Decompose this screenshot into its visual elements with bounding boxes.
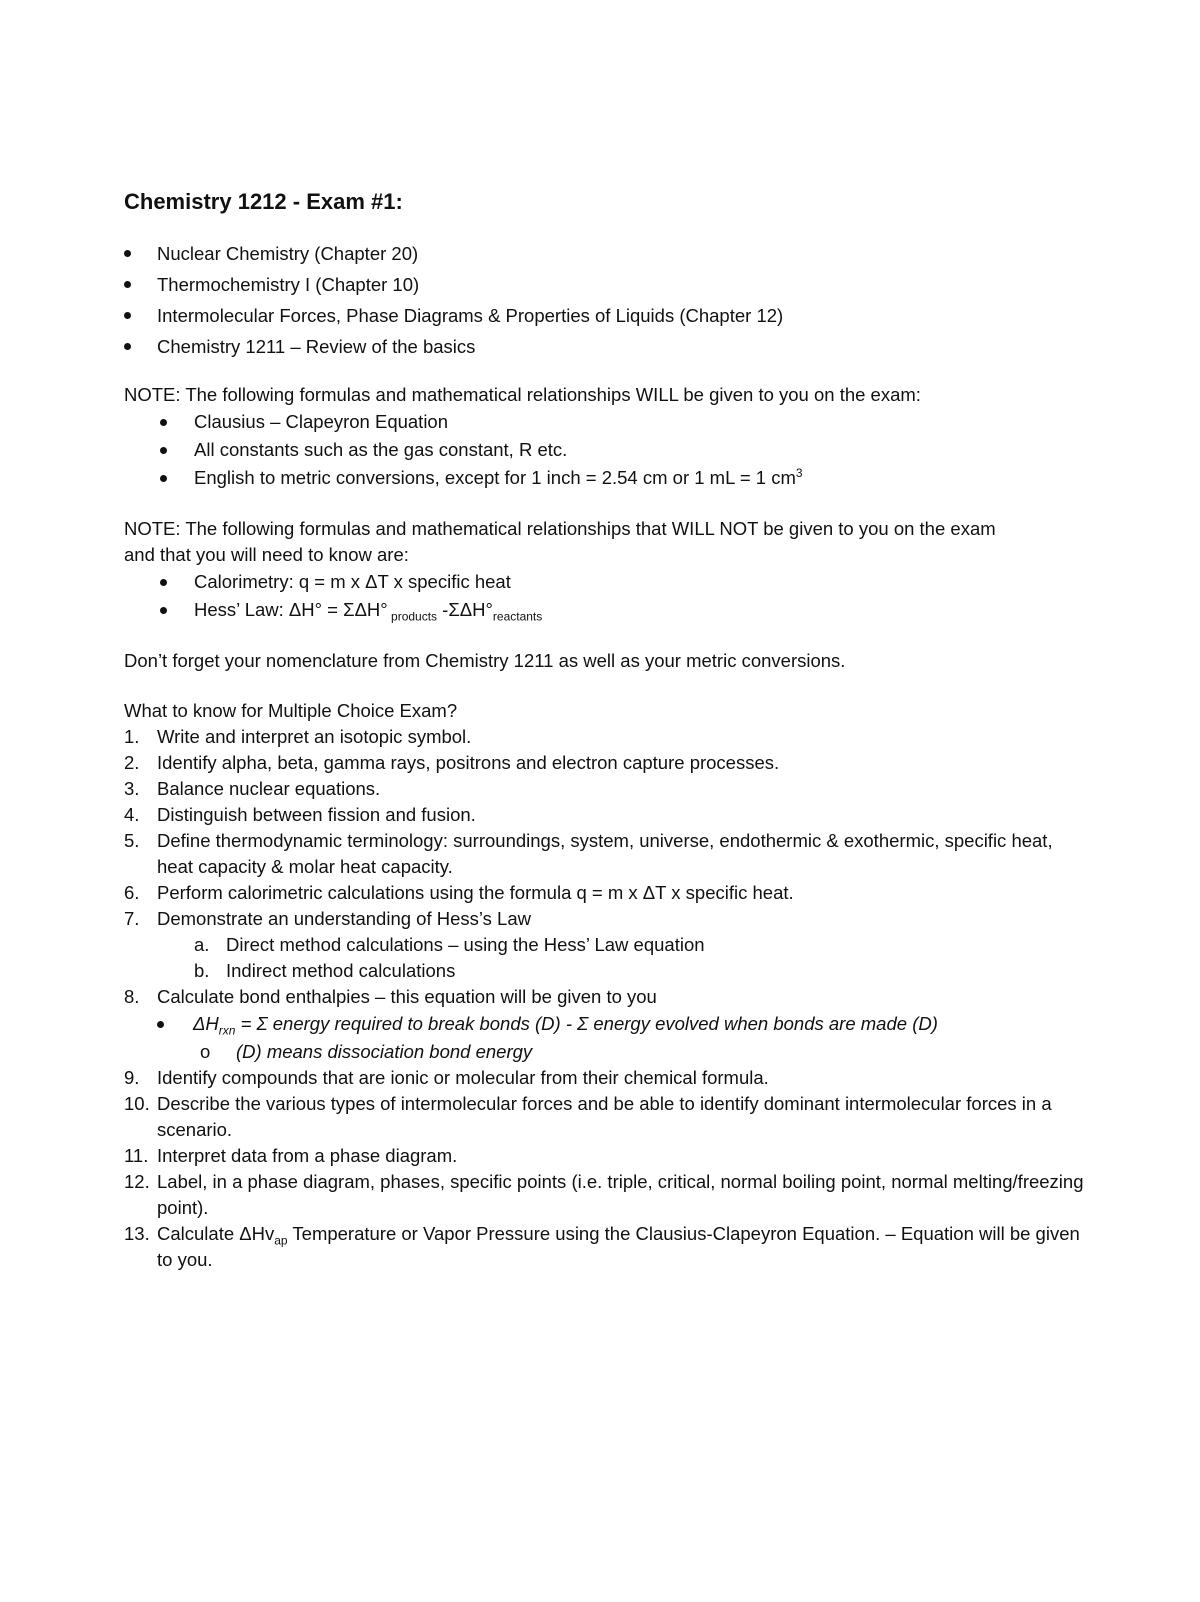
given-item: All constants such as the gas constant, R etc. xyxy=(160,436,1084,464)
given-item: Clausius – Clapeyron Equation xyxy=(160,408,1084,436)
sub-text: Direct method calculations – using the Hess’ Law equation xyxy=(226,934,705,955)
bond-rxn-sub: rxn xyxy=(218,1023,236,1038)
bond-delta: ΔH xyxy=(193,1013,219,1034)
mc-item xyxy=(124,906,1084,932)
hess-sub-list xyxy=(194,932,1084,984)
hess-mid: -ΣΔH° xyxy=(437,599,493,620)
mc-item xyxy=(124,828,1084,880)
mc-number: 6. xyxy=(124,882,140,903)
mc-text: Write and interpret an isotopic symbol. xyxy=(157,726,472,747)
mc-number: 4. xyxy=(124,804,140,825)
mc-number: 1. xyxy=(124,726,140,747)
mc-text: Interpret data from a phase diagram. xyxy=(157,1145,458,1166)
sub-letter: b. xyxy=(194,960,210,981)
calorimetry-item: Calorimetry: q = m x ΔT x specific heat xyxy=(160,568,1084,596)
topic-item: Nuclear Chemistry (Chapter 20) xyxy=(124,238,1084,269)
mc-text: Define thermodynamic terminology: surroundings, system, universe, endothermic & exothermic, specific heat, heat capacity & molar heat capacity. xyxy=(157,830,1053,877)
note-not-given-intro-1: NOTE: The following formulas and mathematical relationships that WILL NOT be given to you on the exam xyxy=(124,518,996,539)
nomenclature-reminder: Don’t forget your nomenclature from Chemistry 1211 as well as your metric conversions. xyxy=(124,650,846,671)
mc-13-suffix: Temperature or Vapor Pressure using the Clausius-Clapeyron Equation. – Equation will be given to you. xyxy=(157,1223,1080,1270)
note-not-given-intro-2: and that you will need to know are: xyxy=(124,544,409,565)
hess-prefix: Hess’ Law: ΔH° = ΣΔH° xyxy=(194,599,388,620)
mc-item xyxy=(124,750,1084,776)
bond-note-text: (D) means dissociation bond energy xyxy=(236,1041,533,1062)
page-title: Chemistry 1212 - Exam #1: xyxy=(124,189,403,214)
topics-list xyxy=(124,238,1084,362)
mc-number: 8. xyxy=(124,986,140,1007)
mc-number: 7. xyxy=(124,908,140,929)
topic-item: Thermochemistry I (Chapter 10) xyxy=(124,269,1084,300)
mc-item xyxy=(124,1091,1084,1143)
mc-list xyxy=(124,724,1084,932)
hess-sub-item xyxy=(194,958,1084,984)
cubic-superscript: 3 xyxy=(795,465,803,480)
mc-number: 13. xyxy=(124,1223,150,1244)
mc-item xyxy=(124,880,1084,906)
mc-heading: What to know for Multiple Choice Exam? xyxy=(124,700,458,721)
mc-item xyxy=(124,1221,1084,1273)
hess-sub-item xyxy=(194,932,1084,958)
mc-item xyxy=(124,802,1084,828)
mc-text: Balance nuclear equations. xyxy=(157,778,381,799)
mc-text: Label, in a phase diagram, phases, specific points (i.e. triple, critical, normal boiling point, normal melting/freezing point). xyxy=(157,1171,1084,1218)
mc-text: Demonstrate an understanding of Hess’s Law xyxy=(157,908,531,929)
mc-list-8 xyxy=(124,984,1084,1010)
hess-products-sub: products xyxy=(387,609,438,624)
mc-item xyxy=(124,1169,1084,1221)
sub-letter: a. xyxy=(194,934,210,955)
mc-item xyxy=(124,1065,1084,1091)
mc-item xyxy=(124,776,1084,802)
mc-number: 5. xyxy=(124,830,140,851)
mc-text: Identify alpha, beta, gamma rays, positrons and electron capture processes. xyxy=(157,752,780,773)
mc-text: Identify compounds that are ionic or molecular from their chemical formula. xyxy=(157,1067,769,1088)
mc-number: 9. xyxy=(124,1067,140,1088)
mc-text: Distinguish between fission and fusion. xyxy=(157,804,476,825)
mc-number: 11. xyxy=(124,1145,149,1166)
mc-number: 3. xyxy=(124,778,140,799)
mc-number: 2. xyxy=(124,752,140,773)
document-page xyxy=(124,188,1084,1273)
bond-note xyxy=(200,1038,1084,1065)
mc-item xyxy=(124,724,1084,750)
mc-list-b xyxy=(124,1065,1084,1273)
note-given-intro: NOTE: The following formulas and mathematical relationships WILL be given to you on the exam: xyxy=(124,384,921,405)
mc-text: Perform calorimetric calculations using the formula q = m x ΔT x specific heat. xyxy=(157,882,794,903)
mc-13-prefix: Calculate ΔHv xyxy=(157,1223,275,1244)
mc-number: 12. xyxy=(124,1171,150,1192)
bond-note-marker: o xyxy=(200,1041,211,1062)
bond-rest: = Σ energy required to break bonds (D) - Σ energy evolved when bonds are made (D) xyxy=(235,1013,938,1034)
not-given-list xyxy=(160,568,1084,624)
topic-item: Chemistry 1211 – Review of the basics xyxy=(124,331,1084,362)
mc-item xyxy=(124,984,1084,1010)
given-item xyxy=(160,464,1084,492)
bond-formula xyxy=(157,1010,1084,1038)
sub-text: Indirect method calculations xyxy=(226,960,456,981)
hess-reactants-sub: reactants xyxy=(492,609,543,624)
bond-formula-list xyxy=(157,1010,1084,1038)
mc-13-sub: ap xyxy=(274,1233,288,1248)
mc-text: Describe the various types of intermolecular forces and be able to identify dominant intermolecular forces in a scenario. xyxy=(157,1093,1052,1140)
conversions-text: English to metric conversions, except for 1 inch = 2.54 cm or 1 mL = 1 cm xyxy=(194,467,796,488)
topic-item: Intermolecular Forces, Phase Diagrams & Properties of Liquids (Chapter 12) xyxy=(124,300,1084,331)
mc-text: Calculate bond enthalpies – this equation will be given to you xyxy=(157,986,657,1007)
mc-item xyxy=(124,1143,1084,1169)
bond-note-list xyxy=(200,1038,1084,1065)
mc-number: 10. xyxy=(124,1093,150,1114)
given-list xyxy=(160,408,1084,492)
hess-law-item xyxy=(160,596,1084,624)
